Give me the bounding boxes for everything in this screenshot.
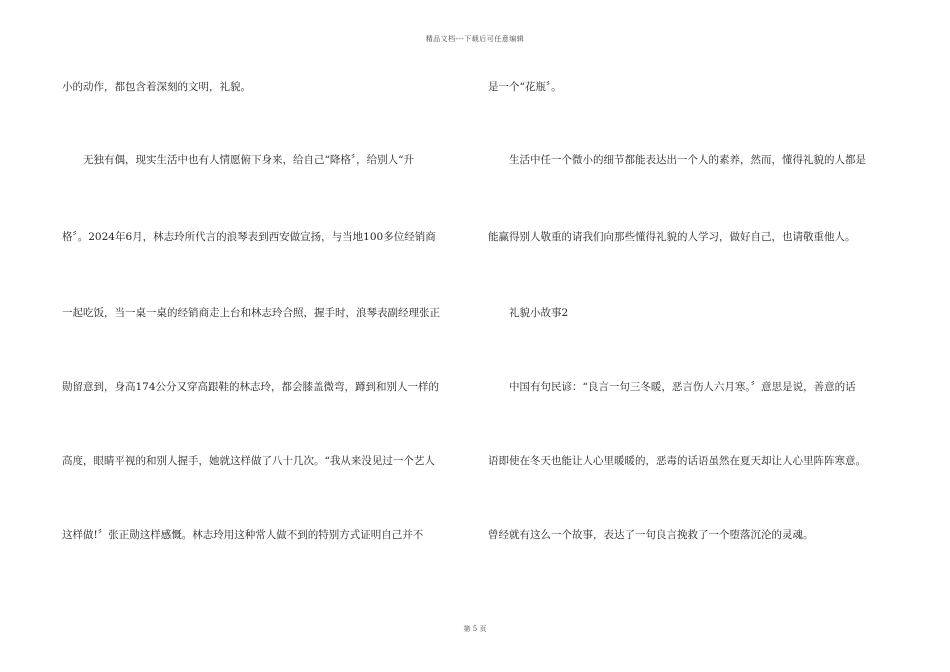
page-header: 精品文档---下载后可任意编辑 <box>425 35 525 43</box>
paragraph-line: 这样做!〞张正勋这样感慨。林志玲用这种常人做不到的特别方式证明自己并不 <box>62 529 424 541</box>
paragraph-line: 无独有偶，现实生活中也有人情愿俯下身来，给自己“降格〞，给别人“升 <box>62 154 414 166</box>
paragraph-line: 能赢得别人敬重的请我们向那些懂得礼貌的人学习，做好自己，也请敬重他人。 <box>488 231 856 243</box>
paragraph-line: 一起吃饭，当一桌一桌的经销商走上台和林志玲合照，握手时，浪琴表副经理张正 <box>62 307 440 319</box>
paragraph-line: 格〞。2024年6月，林志玲所代言的浪琴表到西安做宣扬，与当地100多位经销商 <box>62 231 436 243</box>
paragraph-line: 曾经就有这么一个故事，表达了一句良言挽救了一个堕落沉沦的灵魂。 <box>488 529 814 541</box>
paragraph-line: 是一个“花瓶〞。 <box>488 81 562 93</box>
paragraph-line: 中国有句民谚：“良言一句三冬暖，恶言伤人六月寒。〞意思是说，善意的话 <box>488 381 856 393</box>
paragraph-line: 生活中任一个微小的细节都能表达出一个人的素养，然而，懂得礼貌的人都是 <box>488 154 866 166</box>
paragraph-line: 小的动作，都包含着深刻的文明，礼貌。 <box>62 81 251 93</box>
section-heading: 礼貌小故事2 <box>488 307 569 319</box>
paragraph-line: 语即使在冬天也能让人心里暖暖的，恶毒的话语虽然在夏天却让人心里阵阵寒意。 <box>488 455 866 467</box>
paragraph-line: 勋留意到，身高174公分又穿高跟鞋的林志玲，都会膝盖微弯，蹲到和别人一样的 <box>62 381 440 393</box>
page-number: 第 5 页 <box>463 625 487 633</box>
paragraph-line: 高度，眼睛平视的和别人握手，她就这样做了八十几次。“我从来没见过一个艺人 <box>62 455 435 467</box>
